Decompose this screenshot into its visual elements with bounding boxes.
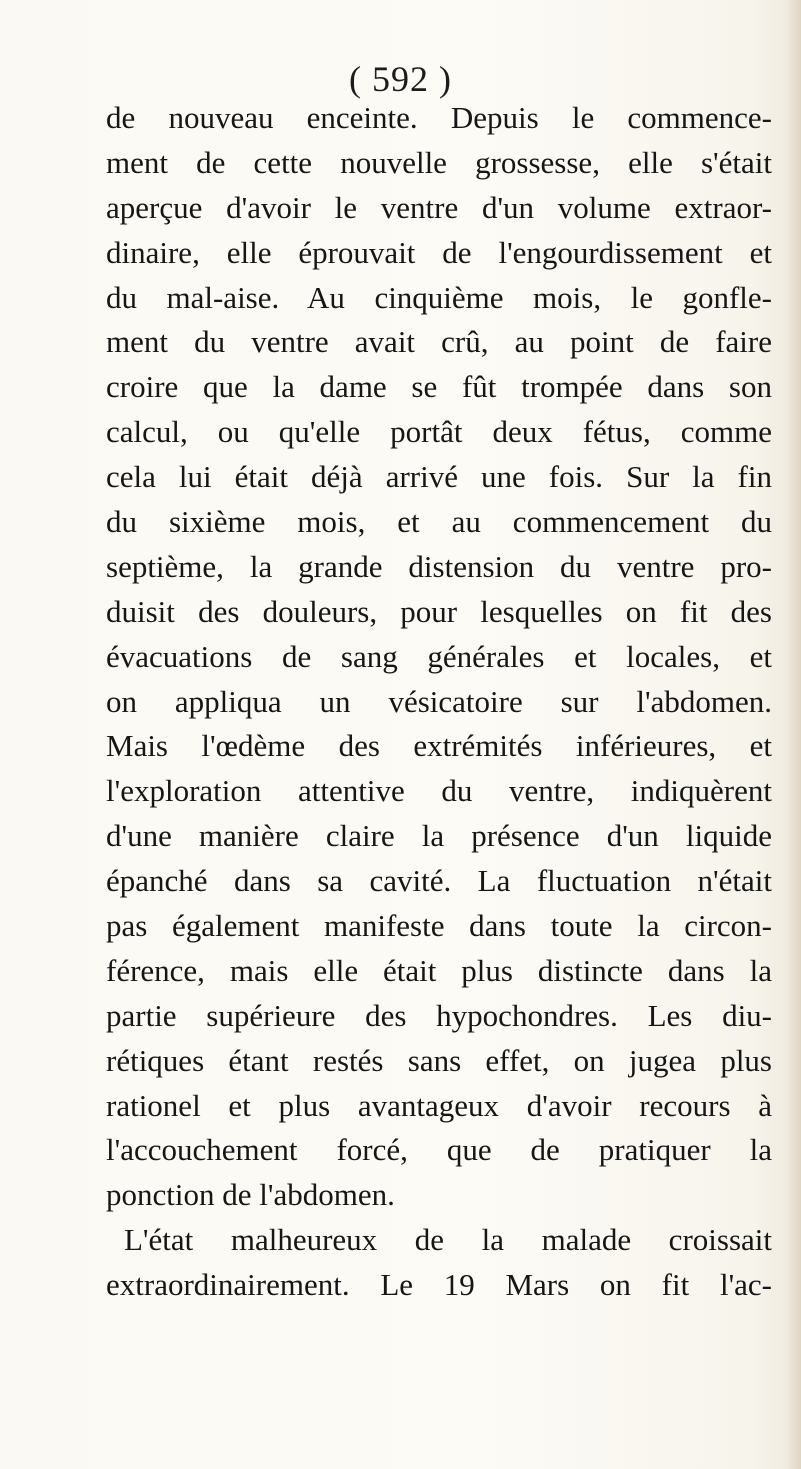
text-line: l'accouchement forcé, que de pratiquer la	[106, 1132, 772, 1168]
text-line: du sixième mois, et au commencement du	[106, 504, 772, 540]
text-line: du mal-aise. Au cinquième mois, le gonfle-	[106, 279, 772, 315]
text-line: aperçue d'avoir le ventre d'un volume extraor-	[106, 189, 772, 225]
text-line: calcul, ou qu'elle portât deux fétus, comme	[106, 414, 772, 450]
text-line: ponction de l'abdomen.	[106, 1177, 395, 1213]
text-line: l'exploration attentive du ventre, indiquèrent	[106, 773, 772, 809]
text-line: évacuations de sang générales et locales, et	[106, 638, 772, 674]
text-line: pas également manifeste dans toute la circon-	[106, 908, 772, 944]
text-line: cela lui était déjà arrivé une fois. Sur la fin	[106, 459, 772, 495]
text-line: de nouveau enceinte. Depuis le commence-	[106, 100, 772, 135]
text-line: on appliqua un vésicatoire sur l'abdomen.	[106, 683, 772, 719]
page-edge-shadow	[787, 0, 801, 1469]
text-line: d'une manière claire la présence d'un liquide	[106, 818, 772, 854]
text-line: Mais l'œdème des extrémités inférieures, et	[106, 728, 772, 764]
text-line: ment de cette nouvelle grossesse, elle s'était	[106, 144, 772, 180]
text-line: duisit des douleurs, pour lesquelles on fit des	[106, 593, 772, 629]
text-line: extraordinairement. Le 19 Mars on fit l'ac-	[106, 1267, 772, 1303]
text-line: épanché dans sa cavité. La fluctuation n'était	[106, 863, 772, 899]
text-line: dinaire, elle éprouvait de l'engourdissement et	[106, 234, 772, 270]
page-number: ( 592 )	[349, 59, 452, 99]
text-line: férence, mais elle était plus distincte dans la	[106, 952, 772, 988]
body-text	[106, 96, 772, 1308]
text-line: croire que la dame se fût trompée dans son	[106, 369, 772, 405]
text-line: septième, la grande distension du ventre pro-	[106, 548, 772, 584]
text-line: L'état malheureux de la malade croissait	[124, 1222, 772, 1258]
text-line: rationel et plus avantageux d'avoir recours à	[106, 1087, 772, 1123]
text-line: ment du ventre avait crû, au point de faire	[106, 324, 772, 360]
text-line: rétiques étant restés sans effet, on jugea plus	[106, 1042, 772, 1078]
text-line: partie supérieure des hypochondres. Les diu-	[106, 997, 772, 1033]
